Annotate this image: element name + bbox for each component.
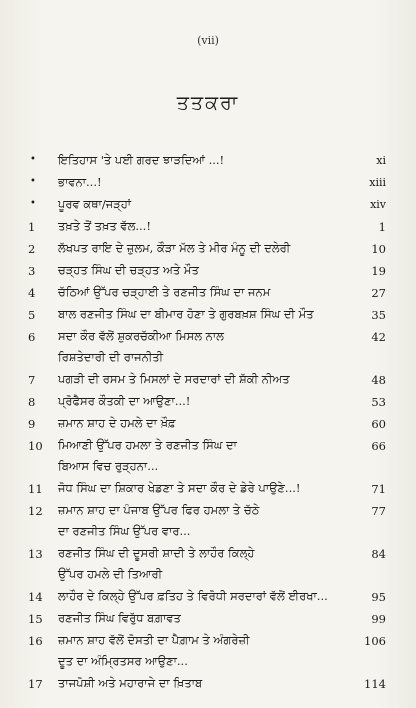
chapter-title: ਜ਼ਮਾਨ ਸ਼ਾਹ ਦੇ ਹਮਲੇ ਦਾ ਖ਼ੌਫ਼	[58, 416, 176, 430]
page-reference: xiii	[369, 176, 386, 189]
chapter-title: ਪਗੜੀ ਦੀ ਰਸਮ ਤੇ ਮਿਸਲਾਂ ਦੇ ਸਰਦਾਰਾਂ ਦੀ ਸ਼ੱਕੀ ਨੀਅਤ	[58, 372, 290, 386]
chapter-number: 10	[28, 439, 43, 453]
chapter-title: ਜੋਧ ਸਿੰਘ ਦਾ ਸ਼ਿਕਾਰ ਖੇਡਣਾ ਤੇ ਸਦਾ ਕੌਰ ਦੇ ਡੇਰੇ ਪਾਉਣੇ...!	[58, 481, 301, 495]
chapter-number: 4	[28, 286, 36, 300]
chapter-title: ਚੱਠਿਆਂ ਉੱਪਰ ਚੜ੍ਹਾਈ ਤੇ ਰਣਜੀਤ ਸਿੰਘ ਦਾ ਜਨਮ	[58, 285, 271, 299]
chapter-title: ਦੂਤ ਦਾ ਅੰਮ੍ਰਿਤਸਰ ਆਉਣਾ...	[58, 654, 188, 668]
chapter-title: ਬਾਲ ਰਣਜੀਤ ਸਿੰਘ ਦਾ ਬੀਮਾਰ ਹੋਣਾ ਤੇ ਗੁਰਬਖ਼ਸ਼ ਸਿੰਘ ਦੀ ਮੌਤ	[58, 307, 314, 321]
chapter-title: ਰਣਜੀਤ ਸਿੰਘ ਵਿਰੁੱਧ ਬਗ਼ਾਵਤ	[58, 611, 181, 625]
chapter-title: ਜ਼ਮਾਨ ਸ਼ਾਹ ਵੱਲੋਂ ਦੋਸਤੀ ਦਾ ਪੈਗ਼ਾਮ ਤੇ ਅੰਗਰੇਜ਼ੀ	[58, 633, 250, 647]
chapter-title: ਪ੍ਰੋਫੈਸਰ ਕੌਤਕੀ ਦਾ ਆਉਣਾ...!	[58, 394, 191, 408]
chapter-number: 9	[28, 417, 36, 431]
chapter-number: 2	[28, 242, 36, 256]
chapter-title: ਤਾਜਪੋਸ਼ੀ ਅਤੇ ਮਹਾਰਾਜੇ ਦਾ ਖ਼ਿਤਾਬ	[58, 676, 203, 690]
chapter-number: 8	[28, 395, 36, 409]
page-title: ਤਤਕਰਾ	[176, 92, 240, 114]
chapter-number: 13	[28, 547, 43, 561]
page-reference: 35	[371, 308, 386, 322]
chapter-title: ਰਿਸ਼ਤੇਦਾਰੀ ਦੀ ਰਾਜਨੀਤੀ	[58, 350, 164, 364]
bullet-marker: •	[30, 198, 36, 209]
page-reference: 95	[371, 590, 386, 604]
bullet-marker: •	[30, 176, 36, 187]
chapter-number: 14	[28, 590, 43, 604]
chapter-title: ਦਾ ਰਣਜੀਤ ਸਿੰਘ ਉੱਪਰ ਵਾਰ...	[58, 524, 191, 538]
chapter-title: ਇਤਿਹਾਸ 'ਤੇ ਪਈ ਗਰਦ ਝਾੜਦਿਆਂ ...!	[58, 153, 225, 167]
chapter-title: ਲਾਹੌਰ ਦੇ ਕਿਲ੍ਹੇ ਉੱਪਰ ਫ਼ਤਿਹ ਤੇ ਵਿਰੋਧੀ ਸਰਦਾਰਾਂ ਵੱਲੋਂ ਈਰਖਾ...	[58, 589, 328, 603]
page-reference: 48	[371, 373, 386, 387]
page-reference: 71	[371, 482, 386, 496]
chapter-number: 17	[28, 677, 43, 691]
page-number: (vii)	[197, 34, 219, 47]
chapter-title: ਸਦਾ ਕੌਰ ਵੱਲੋਂ ਸ਼ੁਕਰਚੱਕੀਆ ਮਿਸਲ ਨਾਲ	[58, 329, 224, 343]
chapter-title: ਲੱਖਪਤ ਰਾਇ ਦੇ ਜ਼ੁਲਮ, ਕੌੜਾ ਮੱਲ ਤੇ ਮੀਰ ਮੰਨੂ ਦੀ ਦਲੇਰੀ	[58, 241, 291, 255]
page-reference: 60	[371, 417, 386, 431]
page-reference: 106	[364, 634, 386, 648]
chapter-number: 5	[28, 308, 36, 322]
chapter-title: ਪੂਰਵ ਕਥਾ/ਜੜ੍ਹਾਂ	[58, 197, 132, 211]
page-reference: 114	[364, 677, 386, 691]
chapter-title: ਮਿਆਣੀ ਉੱਪਰ ਹਮਲਾ ਤੇ ਰਣਜੀਤ ਸਿੰਘ ਦਾ	[58, 438, 237, 452]
chapter-number: 12	[28, 504, 43, 518]
chapter-title: ਰਣਜੀਤ ਸਿੰਘ ਦੀ ਦੂਸਰੀ ਸ਼ਾਦੀ ਤੇ ਲਾਹੌਰ ਕਿਲ੍ਹੇ	[58, 546, 255, 560]
chapter-number: 7	[28, 373, 36, 387]
page-reference: 27	[371, 286, 386, 300]
page-reference: 99	[371, 612, 386, 626]
page-reference: xiv	[370, 198, 386, 211]
page-reference: 1	[378, 220, 386, 234]
page-reference: 84	[371, 547, 386, 561]
chapter-number: 16	[28, 634, 43, 648]
chapter-number: 11	[28, 482, 43, 496]
chapter-title: ਚੜ੍ਹਤ ਸਿੰਘ ਦੀ ਚੜ੍ਹਤ ਅਤੇ ਮੌਤ	[58, 263, 199, 277]
chapter-title: ਤਖ਼ਤੇ ਤੋਂ ਤਖ਼ਤ ਵੱਲ...!	[58, 219, 151, 233]
chapter-number: 1	[28, 220, 36, 234]
page-reference: 42	[371, 330, 386, 344]
page-reference: xi	[376, 154, 386, 167]
page-reference: 53	[371, 395, 386, 409]
page-reference: 77	[371, 504, 386, 518]
chapter-title: ਬਿਆਸ ਵਿਚ ਰੁੜ੍ਹਨਾ...	[58, 459, 159, 473]
chapter-number: 15	[28, 612, 43, 626]
chapter-number: 3	[28, 264, 36, 278]
chapter-title: ਭਾਵਨਾ...!	[58, 175, 102, 189]
page-reference: 10	[371, 242, 386, 256]
chapter-number: 6	[28, 330, 36, 344]
chapter-title: ਉੱਪਰ ਹਮਲੇ ਦੀ ਤਿਆਰੀ	[58, 567, 163, 581]
chapter-title: ਜ਼ਮਾਨ ਸ਼ਾਹ ਦਾ ਪੰਜਾਬ ਉੱਪਰ ਫਿਰ ਹਮਲਾ ਤੇ ਚੱਠੇ	[58, 503, 260, 517]
page-reference: 66	[371, 439, 386, 453]
bullet-marker: •	[30, 154, 36, 165]
page-reference: 19	[371, 264, 386, 278]
